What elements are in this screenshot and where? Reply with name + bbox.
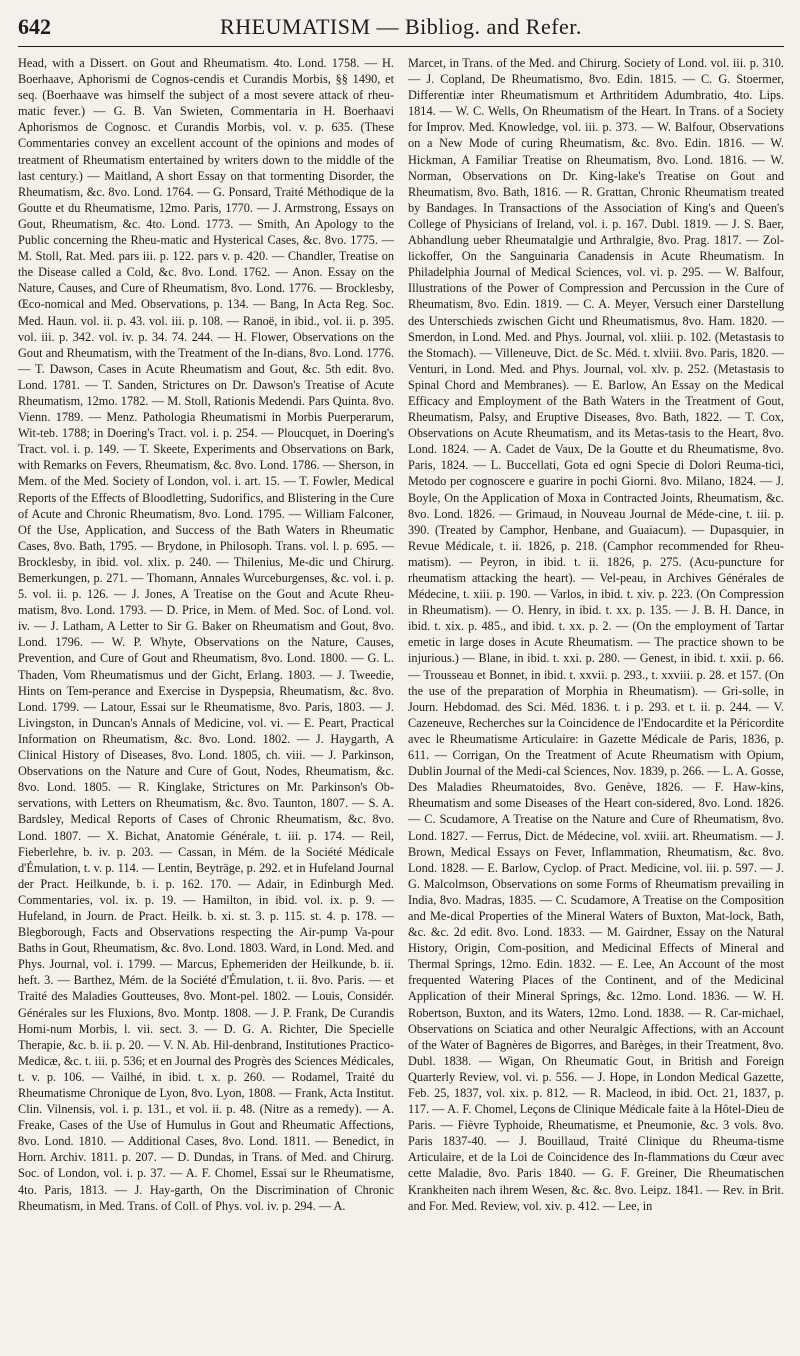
running-head: RHEUMATISM — Bibliog. and Refer. [220, 14, 582, 39]
text-columns [18, 55, 784, 1330]
column-left: Head, with a Dissert. on Gout and Rheumatism. 4to. Lond. 1758. — H. Boerhaave, Aphorismi de Cognos-cendis et Curandis Morbis, §§ 1490, et seq. (Boerhaave was himself the subject of a most severe attack of rheu-matic fever.) — G. B. Van Swieten, Commentaria in H. Boerhaavi Aphorismos de Cognosc. et Curandis Morbis, vol. v. p. 635. (These Commentaries convey an excellent account of the opinions and modes of treatment of Rheumatism entertained by writers down to the middle of the last century.) — Maitland, A short Essay on that tormenting Disorder, the Rheumatism, &c. 8vo. Lond. 1764. — G. Ponsard, Traité Méthodique de la Goutte et du Rheumatisme, 12mo. Paris, 1770. — J. Armstrong, Essays on Gout, Rheumatism, &c. 4to. Lond. 1773. — Smith, An Apology to the Public concerning the Rheu-matic and Hysterical Cases, &c. 8vo. 1775. — M. Stoll, Rat. Med. pars iii. p. 122. pars v. p. 420. — Chandler, Treatise on the Disease called a Cold, &c. 8vo. Lond. 1762. — Anon. Essay on the Nature, Causes, and Cure of Rheumatism, 8vo. Lond. 1776. — Brocklesby, Œco-nomical and Med. Observations, p. 134. — Bang, In Acta Reg. Soc. Med. Haun. vol. ii. p. 43. vol. iii. p. 108. — Ranoë, in ibid., vol. ii. p. 395. vol. iii. p. 342. vol. iv. p. 34. 74. 244. — H. Flower, Observations on the Gout and Rheumatism, with the Treatment of the In-dians, 8vo. Lond. 1776. — T. Dawson, Cases in Acute Rheumatism and Gout, &c. 5th edit. 8vo. Lond. 1781. — T. Sanden, Strictures on Dr. Dawson's Treatise of Acute Rheumatism, 12mo. 1782. — M. Stoll, Rationis Medendi. Pars Quinta. 8vo. Vienn. 1789. — Menz. Pathologia Rheumatismi in Morbis Puerperarum, Wit-teb. 1788; in Doering's Tract. vol. i. p. 254. — Ploucquet, in Doering's Tract. vol. i. p. 149. — T. Skeete, Experiments and Observations on Bark, with Remarks on Fevers, Rheumatism, &c. 8vo. Lond. 1786. — Sherson, in Mem. of the Med. Society of London, vol. i. art. 15. — T. Fowler, Medical Reports of the Effects of Bloodletting, Sudorifics, and Blistering in the Cure of Acute and Chronic Rheumatism, 8vo. Lond. 1795. — William Falconer, Of the Use, Application, and Success of the Bath Waters in Rheumatic Cases, 8vo. Bath, 1795. — Brydone, in Philosoph. Trans. vol. l. p. 695. — Brocklesby, in ibid. vol. xlix. p. 240. — Thilenius, Me-dic und Chirurg. Bemerkungen, p. 271. — Thomann, Annales Wurceburgenses, &c. vol. i. p. 5. vol. ii. p. 126. — J. Jones, A Treatise on the Gout and Acute Rheu-matism, 8vo. Lond. 1793. — D. Price, in Mem. of Med. Soc. of Lond. vol. iv. — J. Latham, A Letter to Sir G. Baker on Rheumatism and Gout, 8vo. Lond. 1796. — W. P. Whyte, Observations on the Nature, Causes, Prevention, and Cure of Gout and Rheumatism, 8vo. Lond. 1800. — G. L. Thaden, Vom Rheumatismus und der Gicht, Erlang. 1803. — J. Tweedie, Hints on Tem-perance and Exercise in Dyspepsia, Rheumatism, &c. 8vo. Lond. 1799. — Latour, Essai sur le Rheumatisme, 8vo. Paris, 1803. — J. Livingston, in Duncan's Annals of Medicine, vol. vi. — E. Peart, Practical Information on Rheumatism, &c. 8vo. Lond. 1802. — J. Haygarth, A Clinical History of Diseases, 8vo. Lond. 1805, ch. viii. — J. Parkinson, Observations on the Nature and Cure of Gout, Nodes, Rheumatism, &c. 8vo. Lond. 1805. — R. Kinglake, Strictures on Mr. Parkinson's Ob-servations, with Letters on Rheumatism, &c. 8vo. Taunton, 1807. — S. A. Bardsley, Medical Reports of Cases of Chronic Rheumatism, &c. 8vo. Lond. 1807. — X. Bichat, Anatomie Générale, t. iii. p. 174. — Reil, Fieberlehre, b. iv. p. 203. — Cassan, in Mém. de la Société Médicale d'Émulation, t. v. p. 114. — Lentin, Beyträge, p. 292. et in Hufeland Journal der Pract. Heilkunde, b. i. p. 162. 170. — Adair, in Edinburgh Med. Commentaries, vol. ix. p. 19. — Hamilton, in ibid. vol. ix. p. 9. — Hufeland, in Journ. de Pract. Heilk. b. xi. st. 3. p. 115. st. 4. p. 178. — Blegborough, Facts and Observations respecting the Air-pump Va-pour Baths in Gout, Rheumatism, &c. 8vo. Lond. 1803. Ward, in Lond. Med. and Phys. Journal, vol. i. 1799. — Marcus, Ephemeriden der Heilkunde, b. ii. heft. 3. — Barthez, Mém. de la Société d'Émulation, t. ii. 8vo. Paris. — et Traité des Maladies Goutteuses, 8vo. Mont-pel. 1802. — Louis, Considér. Générales sur les Fluxions, 8vo. Montp. 1808. — J. P. Frank, De Curandis Homi-num Morbis, l. vii. sect. 3. — D. G. A. Richter, Die Specielle Therapie, &c. b. ii. p. 20. — V. N. Ab. Hil-denbrand, Institutiones Practico-Medicæ, &c. t. iii. p. 536; et en Journal des Progrès des Sciences Médicales, t. v. p. 106. — Vailhé, in ibid. t. x. p. 260. — Rodamel, Traité du Rheumatisme Chronique de Lyon, 8vo. Lyon, 1808. — Frank, Acta Institut. Clin. Vilnensis, vol. i. p. 131., et vol. ii. p. 48. (Nitre as a remedy). — A. Freake, Cases of the Use of Humulus in Gout and Rheumatic Affections, 8vo. Lond. 1810. — Additional Cases, 8vo. Lond. 1811. — Benedict, in Horn. Archiv. 1811. p. 207. — D. Dundas, in Trans. of Med. and Chirurg. Soc. of London, vol. i. p. 37. — A. F. Chomel, Essai sur le Rheumatisme, 4to. Paris, 1813. — J. Hay-garth, On the Discrimination of Chronic Rheumatism, in Med. Trans. of Coll. of Phys. vol. iv. p. 294. — A. [18, 56, 394, 1213]
page-number: 642 [18, 14, 51, 39]
column-right: Marcet, in Trans. of the Med. and Chirurg. Society of Lond. vol. iii. p. 310. — J. Copland, De Rheumatismo, 8vo. Edin. 1815. — C. G. Stoermer, Differentiæ inter Rheumatismum et Arthritidem Adumbratio, 4to. Lips. 1814. — W. C. Wells, On Rheumatism of the Heart. In Trans. of a Society for Improv. Med. Knowledge, vol. iii. p. 373. — W. Balfour, Observations on a New Mode of curing Rheumatism, &c. 8vo. Edin. 1816. — W. Hickman, A Familiar Treatise on Rheumatism, 8vo. Lond. 1816. — W. Norman, Observations on Dr. King-lake's Treatise on Gout and Rheumatism, 8vo. Bath, 1816. — R. Grattan, Chronic Rheumatism treated by Bandages. In Transactions of the Association of King's and Queen's College of Physicians of Ireland, vol. i. p. 167. Dubl. 1819. — J. S. Baer, Abhandlung ueber Rheumatalgie und Arthralgie, 8vo. Prag. 1817. — Zol-lickoffer, On the Sanguinaria Canadensis in Acute Rheumatism. In Philadelphia Journal of Medical Sciences, vol. vi. p. 295. — W. Balfour, Illustrations of the Power of Compression and Percussion in the Cure of Rheumatism, 8vo. Edin. 1819. — C. A. Meyer, Versuch einer Darstellung des Unterschieds zwischen Gicht und Rheumatismus, 8vo. Ham. 1820. — Smerdon, in Lond. Med. and Phys. Journal, vol. xliii. p. 102. (Metastasis to the Stomach). — Villeneuve, Dict. de Sc. Méd. t. xlviii. 8vo. Paris, 1820. — Venturi, in Lond. Med. and Phys. Journal, vol. xlv. p. 252. (Metastasis to Spinal Chord and Membranes). — E. Barlow, An Essay on the Medical Efficacy and Employment of the Bath Waters in the Treatment of Gout, Rheumatism, Palsy, and Eruptive Diseases, 8vo. Bath, 1822. — T. Cox, Observations on Acute Rheumatism, and its Metas-tasis to the Heart, 8vo. Lond. 1824. — A. Cadet de Vaux, De la Goutte et du Rheumatisme, 8vo. Paris, 1824. — L. Buccellati, Gota ed ogni Specie di Dolori Reuma-tici, Metodo per cognoscere e guarire in pochi Giorni. 8vo. Milano, 1824. — J. Boyle, On the Application of Moxa in Contracted Joints, Rheumatism, &c. 8vo. Lond. 1826. — Grimaud, in Nouveau Journal de Méde-cine, t. iii. p. 390. (Treated by Camphor, Henbane, and Guaiacum). — Dupasquier, in Revue Médicale, t. ii. 1826, p. 218. (Camphor recommended for Rheu-matism). — Peyron, in ibid. t. ii. 1826, p. 275. (Acu-puncture for rheumatism attacking the heart). — Vel-peau, in Archives Générales de Médecine, t. xiii. p. 190. — Varlos, in ibid. t. xiv. p. 223. (On Compression in Rheumatism). — O. Henry, in ibid. t. xx. p. 135. — J. B. H. Dance, in ibid. t. xix. p. 485., and ibid. t. xx. p. 2. — (On the employment of Tartar emetic in large doses in Acute Rheumatism. — The practice shown to be injurious.) — Blane, in ibid. t. xxi. p. 280. — Genest, in ibid. t. xxii. p. 66. — Trousseau et Bonnet, in ibid. t. xxvii. p. 293., t. xxviii. p. 28. et 157. (On the use of the preparation of Morphia in Rheumatism). — Gri-solle, in Journ. Hebdomad. des Sci. Méd. 1836. t. i p. 293. et t. ii. p. 244. — V. Cazeneuve, Recherches sur la Coincidence de l'Endocardite et la Péricordite avec le Rheumatisme Articulaire: in Gazette Médicale de Paris, 1836, p. 611. — Corrigan, On the Treatment of Acute Rheumatism with Opium, Dublin Journal of the Medi-cal Sciences, Nov. 1839, p. 266. — L. A. Gosse, Des Maladies Rheumatoides, 8vo. Genève, 1826. — F. Haw-kins, Rheumatism and some Diseases of the Heart con-sidered, 8vo. Lond. 1826. — C. Scudamore, A Treatise on the Nature and Cure of Rheumatism, 8vo. Lond. 1827. — Ferrus, Dict. de Médecine, vol. xviii. art. Rheumatism. — J. Brown, Medical Essays on Fever, Inflammation, Rheumatism, &c. 8vo. Lond. 1828. — E. Barlow, Cyclop. of Pract. Medicine, vol. iii. p. 597. — J. G. Malcolmson, Observations on some Forms of Rheumatism prevailing in India, 8vo. Madras, 1835. — C. Scudamore, A Treatise on the Composition and Me-dical Properties of the Mineral Waters of Buxton, Mat-lock, Bath, &c. &c. 2d edit. 8vo. Lond. 1833. — M. Gairdner, Essay on the Natural History, Origin, Com-position, and Medicinal Effects of Mineral and Thermal Springs, 12mo. Edin. 1832. — E. Lee, An Account of the most frequented Watering Places of the Continent, and of the Medicinal Application of their Mineral Springs, &c. 12mo. Lond. 1836. — W. H. Robertson, Buxton, and its Waters, 12mo. Lond. 1838. — R. Car-michael, Observations on Sciatica and other Neuralgic Affections, with an Account of the Water of Bagnères de Bigorres, and Barèges, in their Treatment, 8vo. Dubl. 1838. — Wigan, On Rheumatic Gout, in British and Foreign Quarterly Review, vol. vi. p. 556. — J. Hope, in London Medical Gazette, Feb. 25, 1837, vol. xix. p. 812. — R. Macleod, in ibid. Oct. 21, 1837, p. 117. — A. F. Chomel, Leçons de Clinique Médicale faite à la Hôtel-Dieu de Paris. — Fièvre Typhoide, Rheumatisme, et Pneumonie, &c. 3 vols. 8vo. Paris 1837-40. — J. Bouillaud, Traité Clinique du Rheuma-tisme Articulaire, et de la Loi de Coincidence des In-flammations du Cœur avec cette Maladie, 8vo. Paris 1840. — G. F. Greiner, Die Rheumatischen Krankheiten nach ihrem Wesen, &c. &c. 8vo. Leipz. 1841. — Rev. in Brit. and For. Med. Review, vol. xiv. p. 412. — Lee, in [408, 56, 784, 1213]
page-header [18, 14, 784, 47]
